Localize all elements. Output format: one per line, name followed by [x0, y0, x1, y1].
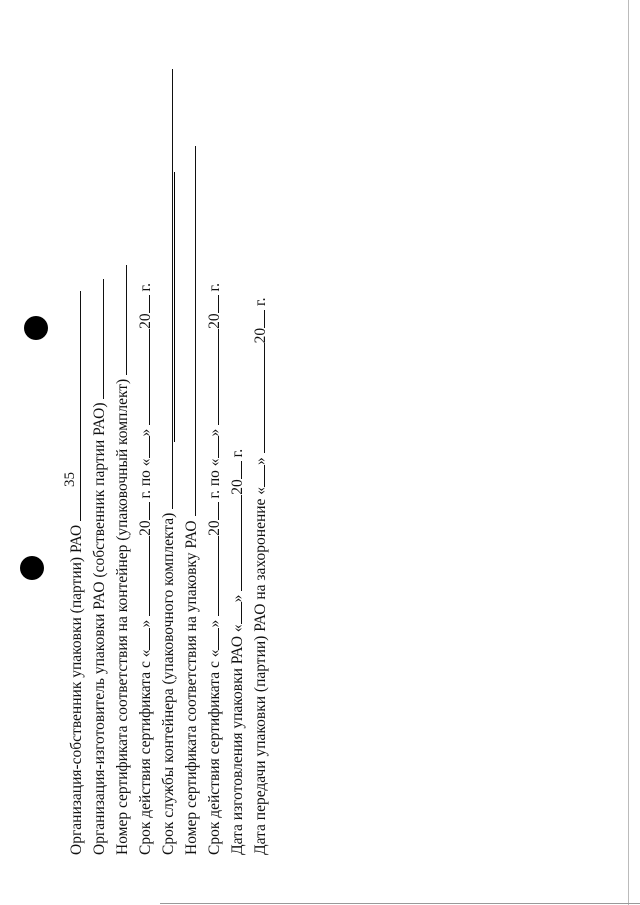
manufacture-date-field [227, 449, 249, 855]
blank-underline [204, 628, 219, 650]
date-part-text: » [137, 619, 154, 628]
date-part-text: 20 [206, 520, 223, 536]
blank-underline [227, 495, 242, 591]
transfer-date-field [250, 297, 272, 855]
container-service-label: Срок службы контейнера (упаковочного комплекта) [160, 512, 177, 855]
blank-underline [227, 602, 242, 624]
date-part-text: 20 [137, 520, 154, 536]
scan-edge-bottom [160, 903, 640, 904]
date-part-text: г. [137, 283, 154, 292]
blank-underline [135, 628, 150, 650]
blank-underline [250, 310, 265, 328]
container-service-field [158, 69, 180, 855]
date-part-text: 20 [206, 313, 223, 329]
manufacturer-label: Организация-изготовитель упаковки РАО (собственник партии РАО) [91, 402, 108, 855]
container-cert-underline [112, 265, 127, 375]
manufacturer-field [89, 279, 111, 855]
date-part-text: г. по « [137, 458, 154, 499]
blank-underline [135, 502, 150, 520]
package-cert-label: Номер сертификата соответствия на упаковку РАО [183, 520, 200, 855]
punch-hole-bottom [20, 556, 44, 580]
cert-validity-2-label: Срок действия сертификата с « [206, 649, 223, 855]
date-part-text: г. [252, 297, 269, 306]
container-cert-field [112, 265, 134, 855]
punch-hole-top [24, 316, 48, 340]
owner-field [66, 291, 88, 855]
cert-validity-1-field [135, 283, 157, 855]
form-block [62, 35, 286, 855]
blank-underline [135, 536, 150, 616]
date-part-text: г. [229, 448, 246, 458]
date-part-text: 20 [229, 479, 246, 495]
date-part-text: » [206, 428, 223, 437]
date-part-text: г. [206, 283, 223, 292]
blank-underline [204, 329, 219, 425]
blank-underline [135, 295, 150, 313]
manufacture-date-label: Дата изготовления упаковки РАО « [229, 624, 246, 855]
blank-underline [204, 295, 219, 313]
cert-validity-2-field [204, 283, 226, 855]
blank-underline [250, 465, 265, 487]
date-part-text: 20 [252, 327, 269, 344]
owner-label: Организация-собственник упаковки (партии) РАО [68, 524, 85, 855]
owner-underline [66, 291, 81, 521]
transfer-date-label: Дата передачи упаковки (партии) РАО на захоронение « [252, 486, 269, 855]
blank-underline [204, 436, 219, 458]
date-part-text: » [229, 594, 246, 603]
date-part-text: » [206, 619, 223, 628]
blank-underline [204, 536, 219, 616]
scan-edge-right [628, 0, 629, 905]
container-service-underline [158, 69, 173, 509]
cert-validity-1-label: Срок действия сертификата с « [137, 649, 154, 855]
date-part-text: » [137, 428, 154, 437]
blank-underline [227, 461, 242, 479]
blank-underline [135, 329, 150, 425]
date-part-text: 20 [137, 313, 154, 329]
blank-underline [204, 502, 219, 520]
blank-underline [250, 343, 265, 453]
date-part-text: » [252, 457, 269, 465]
date-part-text: г. по « [206, 458, 223, 499]
blank-underline [135, 436, 150, 458]
manufacturer-underline [89, 279, 104, 399]
package-cert-field [181, 147, 203, 856]
package-cert-underline [181, 147, 196, 517]
page-number: 35 [62, 472, 78, 487]
container-cert-label: Номер сертификата соответствия на контейнер (упаковочный комплект) [114, 378, 131, 855]
